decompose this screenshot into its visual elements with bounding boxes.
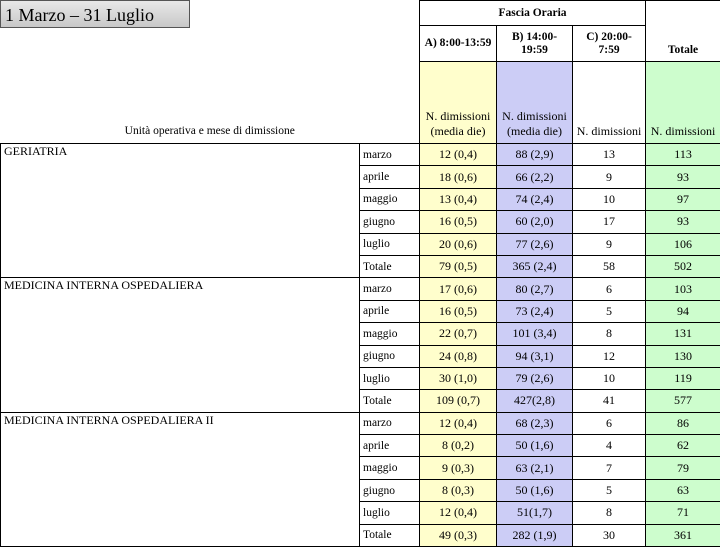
- col-a-subheader: N. dimissioni (media die): [420, 62, 497, 144]
- col-a-cell: 24 (0,8): [420, 345, 497, 367]
- totale-cell: 71: [646, 502, 720, 524]
- month-cell: maggio: [360, 323, 420, 345]
- totale-cell: 63: [646, 479, 720, 501]
- totale-header: Totale: [646, 1, 720, 62]
- totale-cell: 93: [646, 166, 720, 188]
- col-a-cell: 79 (0,5): [420, 255, 497, 277]
- month-cell: giugno: [360, 211, 420, 233]
- col-c-cell: 9: [573, 166, 646, 188]
- month-cell: Totale: [360, 255, 420, 277]
- col-b-cell: 66 (2,2): [497, 166, 573, 188]
- unit-name: MEDICINA INTERNA OSPEDALIERA II: [1, 412, 360, 546]
- col-c-header: C) 20:00-7:59: [573, 26, 646, 62]
- totale-cell: 577: [646, 390, 720, 412]
- totale-cell: 106: [646, 233, 720, 255]
- col-c-cell: 6: [573, 412, 646, 434]
- col-a-cell: 20 (0,6): [420, 233, 497, 255]
- totale-cell: 130: [646, 345, 720, 367]
- month-cell: luglio: [360, 502, 420, 524]
- unit-name: MEDICINA INTERNA OSPEDALIERA: [1, 278, 360, 412]
- totale-cell: 79: [646, 457, 720, 479]
- totale-cell: 93: [646, 211, 720, 233]
- col-b-cell: 68 (2,3): [497, 412, 573, 434]
- fascia-oraria-header: Fascia Oraria: [420, 1, 646, 26]
- totale-cell: 94: [646, 300, 720, 322]
- col-c-cell: 17: [573, 211, 646, 233]
- col-c-cell: 10: [573, 367, 646, 389]
- col-a-cell: 9 (0,3): [420, 457, 497, 479]
- totale-cell: 113: [646, 144, 720, 166]
- col-a-cell: 22 (0,7): [420, 323, 497, 345]
- col-c-cell: 7: [573, 457, 646, 479]
- month-cell: giugno: [360, 479, 420, 501]
- totale-cell: 119: [646, 367, 720, 389]
- col-a-cell: 16 (0,5): [420, 300, 497, 322]
- unit-name: GERIATRIA: [1, 144, 360, 278]
- col-a-header: A) 8:00-13:59: [420, 26, 497, 62]
- month-cell: luglio: [360, 233, 420, 255]
- col-b-cell: 74 (2,4): [497, 188, 573, 210]
- month-cell: maggio: [360, 188, 420, 210]
- col-b-subheader: N. dimissioni (media die): [497, 62, 573, 144]
- month-cell: marzo: [360, 144, 420, 166]
- col-c-cell: 12: [573, 345, 646, 367]
- month-cell: giugno: [360, 345, 420, 367]
- col-c-cell: 5: [573, 300, 646, 322]
- col-b-cell: 51(1,7): [497, 502, 573, 524]
- col-a-cell: 12 (0,4): [420, 412, 497, 434]
- col-a-cell: 49 (0,3): [420, 524, 497, 546]
- col-c-cell: 5: [573, 479, 646, 501]
- col-b-cell: 94 (3,1): [497, 345, 573, 367]
- col-b-cell: 50 (1,6): [497, 479, 573, 501]
- table-row: [1, 412, 720, 434]
- col-c-cell: 4: [573, 435, 646, 457]
- col-a-cell: 13 (0,4): [420, 188, 497, 210]
- col-b-cell: 63 (2,1): [497, 457, 573, 479]
- col-a-cell: 30 (1,0): [420, 367, 497, 389]
- col-b-cell: 73 (2,4): [497, 300, 573, 322]
- col-b-cell: 101 (3,4): [497, 323, 573, 345]
- col-c-cell: 6: [573, 278, 646, 300]
- col-a-cell: 17 (0,6): [420, 278, 497, 300]
- col-c-cell: 9: [573, 233, 646, 255]
- totale-cell: 86: [646, 412, 720, 434]
- totale-cell: 502: [646, 255, 720, 277]
- month-cell: marzo: [360, 412, 420, 434]
- col-a-cell: 8 (0,3): [420, 479, 497, 501]
- totale-cell: 97: [646, 188, 720, 210]
- totale-cell: 361: [646, 524, 720, 546]
- table-row: [1, 144, 720, 166]
- col-c-cell: 8: [573, 323, 646, 345]
- month-cell: Totale: [360, 390, 420, 412]
- month-cell: maggio: [360, 457, 420, 479]
- col-b-cell: 282 (1,9): [497, 524, 573, 546]
- month-cell: aprile: [360, 166, 420, 188]
- col-c-cell: 10: [573, 188, 646, 210]
- col-c-cell: 58: [573, 255, 646, 277]
- col-b-cell: 79 (2,6): [497, 367, 573, 389]
- col-a-cell: 16 (0,5): [420, 211, 497, 233]
- title-banner: 1 Marzo – 31 Luglio: [0, 0, 190, 28]
- col-c-cell: 8: [573, 502, 646, 524]
- col-a-cell: 18 (0,6): [420, 166, 497, 188]
- month-cell: luglio: [360, 367, 420, 389]
- month-cell: aprile: [360, 300, 420, 322]
- col-b-cell: 60 (2,0): [497, 211, 573, 233]
- col-b-header: B) 14:00-19:59: [497, 26, 573, 62]
- col-c-cell: 41: [573, 390, 646, 412]
- col-b-cell: 427(2,8): [497, 390, 573, 412]
- col-a-cell: 12 (0,4): [420, 502, 497, 524]
- col-c-cell: 13: [573, 144, 646, 166]
- col-b-cell: 77 (2,6): [497, 233, 573, 255]
- totale-cell: 62: [646, 435, 720, 457]
- col-a-cell: 109 (0,7): [420, 390, 497, 412]
- totale-cell: 103: [646, 278, 720, 300]
- row-header-label: Unità operativa e mese di dimissione: [4, 125, 417, 143]
- col-a-cell: 12 (0,4): [420, 144, 497, 166]
- month-cell: marzo: [360, 278, 420, 300]
- totale-subheader: N. dimissioni: [646, 62, 720, 144]
- col-b-cell: 88 (2,9): [497, 144, 573, 166]
- col-c-subheader: N. dimissioni: [573, 62, 646, 144]
- col-b-cell: 365 (2,4): [497, 255, 573, 277]
- month-cell: aprile: [360, 435, 420, 457]
- col-b-cell: 50 (1,6): [497, 435, 573, 457]
- month-cell: Totale: [360, 524, 420, 546]
- totale-cell: 131: [646, 323, 720, 345]
- col-a-cell: 8 (0,2): [420, 435, 497, 457]
- table-row: [1, 278, 720, 300]
- col-b-cell: 80 (2,7): [497, 278, 573, 300]
- col-c-cell: 30: [573, 524, 646, 546]
